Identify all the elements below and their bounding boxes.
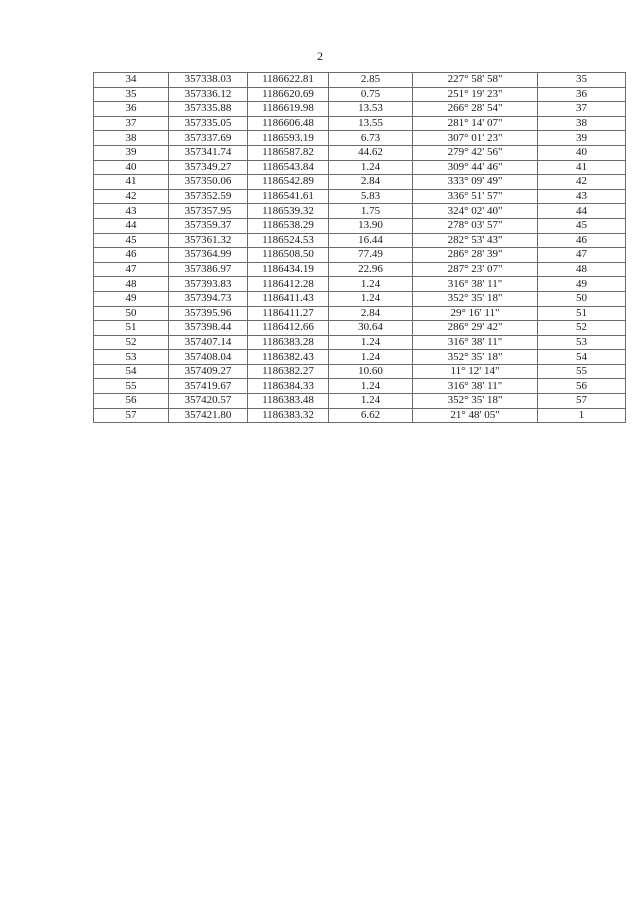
table-row xyxy=(94,145,626,160)
table-row xyxy=(94,379,626,394)
bearing-cell: 316° 38' 11" xyxy=(413,379,538,394)
x-coordinate-cell: 357349.27 xyxy=(169,160,248,175)
point-number-cell: 51 xyxy=(94,321,169,336)
point-number-cell: 47 xyxy=(94,262,169,277)
point-number-cell: 36 xyxy=(94,102,169,117)
bearing-cell: 324° 02' 40" xyxy=(413,204,538,219)
x-coordinate-cell: 357337.69 xyxy=(169,131,248,146)
x-coordinate-cell: 357350.06 xyxy=(169,175,248,190)
next-point-cell: 39 xyxy=(538,131,626,146)
table-row xyxy=(94,394,626,409)
next-point-cell: 41 xyxy=(538,160,626,175)
point-number-cell: 56 xyxy=(94,394,169,409)
y-coordinate-cell: 1186542.89 xyxy=(248,175,329,190)
next-point-cell: 43 xyxy=(538,189,626,204)
next-point-cell: 42 xyxy=(538,175,626,190)
y-coordinate-cell: 1186539.32 xyxy=(248,204,329,219)
next-point-cell: 45 xyxy=(538,218,626,233)
next-point-cell: 37 xyxy=(538,102,626,117)
table-row xyxy=(94,350,626,365)
distance-cell: 1.75 xyxy=(329,204,413,219)
x-coordinate-cell: 357352.59 xyxy=(169,189,248,204)
point-number-cell: 39 xyxy=(94,145,169,160)
table-row xyxy=(94,102,626,117)
point-number-cell: 48 xyxy=(94,277,169,292)
bearing-cell: 336° 51' 57" xyxy=(413,189,538,204)
bearing-cell: 333° 09' 49" xyxy=(413,175,538,190)
bearing-cell: 286° 29' 42" xyxy=(413,321,538,336)
point-number-cell: 55 xyxy=(94,379,169,394)
bearing-cell: 352° 35' 18" xyxy=(413,394,538,409)
point-number-cell: 41 xyxy=(94,175,169,190)
y-coordinate-cell: 1186384.33 xyxy=(248,379,329,394)
next-point-cell: 46 xyxy=(538,233,626,248)
next-point-cell: 49 xyxy=(538,277,626,292)
next-point-cell: 38 xyxy=(538,116,626,131)
x-coordinate-cell: 357359.37 xyxy=(169,218,248,233)
table-row xyxy=(94,408,626,423)
point-number-cell: 49 xyxy=(94,291,169,306)
bearing-cell: 227° 58' 58" xyxy=(413,73,538,88)
y-coordinate-cell: 1186508.50 xyxy=(248,248,329,263)
x-coordinate-cell: 357409.27 xyxy=(169,364,248,379)
coordinates-table-body xyxy=(94,73,626,423)
bearing-cell: 29° 16' 11" xyxy=(413,306,538,321)
y-coordinate-cell: 1186412.66 xyxy=(248,321,329,336)
next-point-cell: 50 xyxy=(538,291,626,306)
point-number-cell: 38 xyxy=(94,131,169,146)
bearing-cell: 286° 28' 39" xyxy=(413,248,538,263)
y-coordinate-cell: 1186524.53 xyxy=(248,233,329,248)
distance-cell: 30.64 xyxy=(329,321,413,336)
table-row xyxy=(94,175,626,190)
next-point-cell: 51 xyxy=(538,306,626,321)
y-coordinate-cell: 1186412.28 xyxy=(248,277,329,292)
distance-cell: 13.53 xyxy=(329,102,413,117)
point-number-cell: 57 xyxy=(94,408,169,423)
x-coordinate-cell: 357395.96 xyxy=(169,306,248,321)
page-number: 2 xyxy=(317,49,323,63)
x-coordinate-cell: 357419.67 xyxy=(169,379,248,394)
distance-cell: 5.83 xyxy=(329,189,413,204)
bearing-cell: 281° 14' 07" xyxy=(413,116,538,131)
y-coordinate-cell: 1186541.61 xyxy=(248,189,329,204)
x-coordinate-cell: 357408.04 xyxy=(169,350,248,365)
distance-cell: 2.85 xyxy=(329,73,413,88)
next-point-cell: 35 xyxy=(538,73,626,88)
distance-cell: 16.44 xyxy=(329,233,413,248)
bearing-cell: 251° 19' 23" xyxy=(413,87,538,102)
point-number-cell: 54 xyxy=(94,364,169,379)
y-coordinate-cell: 1186593.19 xyxy=(248,131,329,146)
next-point-cell: 1 xyxy=(538,408,626,423)
distance-cell: 10.60 xyxy=(329,364,413,379)
table-row xyxy=(94,160,626,175)
point-number-cell: 46 xyxy=(94,248,169,263)
point-number-cell: 44 xyxy=(94,218,169,233)
distance-cell: 2.84 xyxy=(329,306,413,321)
next-point-cell: 40 xyxy=(538,145,626,160)
x-coordinate-cell: 357364.99 xyxy=(169,248,248,263)
x-coordinate-cell: 357357.95 xyxy=(169,204,248,219)
point-number-cell: 42 xyxy=(94,189,169,204)
distance-cell: 0.75 xyxy=(329,87,413,102)
x-coordinate-cell: 357394.73 xyxy=(169,291,248,306)
distance-cell: 6.73 xyxy=(329,131,413,146)
point-number-cell: 50 xyxy=(94,306,169,321)
table-row xyxy=(94,248,626,263)
x-coordinate-cell: 357386.97 xyxy=(169,262,248,277)
distance-cell: 1.24 xyxy=(329,335,413,350)
y-coordinate-cell: 1186383.48 xyxy=(248,394,329,409)
x-coordinate-cell: 357361.32 xyxy=(169,233,248,248)
next-point-cell: 44 xyxy=(538,204,626,219)
x-coordinate-cell: 357338.03 xyxy=(169,73,248,88)
x-coordinate-cell: 357335.88 xyxy=(169,102,248,117)
distance-cell: 22.96 xyxy=(329,262,413,277)
next-point-cell: 53 xyxy=(538,335,626,350)
table-row xyxy=(94,262,626,277)
y-coordinate-cell: 1186622.81 xyxy=(248,73,329,88)
y-coordinate-cell: 1186620.69 xyxy=(248,87,329,102)
bearing-cell: 278° 03' 57" xyxy=(413,218,538,233)
y-coordinate-cell: 1186543.84 xyxy=(248,160,329,175)
bearing-cell: 282° 53' 43" xyxy=(413,233,538,248)
point-number-cell: 35 xyxy=(94,87,169,102)
distance-cell: 13.90 xyxy=(329,218,413,233)
distance-cell: 2.84 xyxy=(329,175,413,190)
y-coordinate-cell: 1186538.29 xyxy=(248,218,329,233)
table-row xyxy=(94,306,626,321)
next-point-cell: 56 xyxy=(538,379,626,394)
table-row xyxy=(94,321,626,336)
table-row xyxy=(94,189,626,204)
bearing-cell: 11° 12' 14" xyxy=(413,364,538,379)
y-coordinate-cell: 1186382.27 xyxy=(248,364,329,379)
next-point-cell: 47 xyxy=(538,248,626,263)
distance-cell: 6.62 xyxy=(329,408,413,423)
x-coordinate-cell: 357341.74 xyxy=(169,145,248,160)
point-number-cell: 53 xyxy=(94,350,169,365)
table-row xyxy=(94,204,626,219)
x-coordinate-cell: 357421.80 xyxy=(169,408,248,423)
point-number-cell: 40 xyxy=(94,160,169,175)
bearing-cell: 279° 42' 56" xyxy=(413,145,538,160)
coordinates-table xyxy=(93,72,626,423)
table-row xyxy=(94,218,626,233)
bearing-cell: 266° 28' 54" xyxy=(413,102,538,117)
next-point-cell: 55 xyxy=(538,364,626,379)
x-coordinate-cell: 357420.57 xyxy=(169,394,248,409)
bearing-cell: 316° 38' 11" xyxy=(413,277,538,292)
table-row xyxy=(94,233,626,248)
bearing-cell: 316° 38' 11" xyxy=(413,335,538,350)
distance-cell: 44.62 xyxy=(329,145,413,160)
table-row xyxy=(94,116,626,131)
y-coordinate-cell: 1186606.48 xyxy=(248,116,329,131)
y-coordinate-cell: 1186411.27 xyxy=(248,306,329,321)
x-coordinate-cell: 357407.14 xyxy=(169,335,248,350)
next-point-cell: 48 xyxy=(538,262,626,277)
distance-cell: 1.24 xyxy=(329,350,413,365)
point-number-cell: 37 xyxy=(94,116,169,131)
x-coordinate-cell: 357398.44 xyxy=(169,321,248,336)
distance-cell: 1.24 xyxy=(329,277,413,292)
distance-cell: 77.49 xyxy=(329,248,413,263)
distance-cell: 1.24 xyxy=(329,160,413,175)
y-coordinate-cell: 1186383.32 xyxy=(248,408,329,423)
x-coordinate-cell: 357335.05 xyxy=(169,116,248,131)
table-row xyxy=(94,277,626,292)
bearing-cell: 21° 48' 05" xyxy=(413,408,538,423)
bearing-cell: 352° 35' 18" xyxy=(413,291,538,306)
y-coordinate-cell: 1186382.43 xyxy=(248,350,329,365)
next-point-cell: 57 xyxy=(538,394,626,409)
distance-cell: 1.24 xyxy=(329,394,413,409)
x-coordinate-cell: 357393.83 xyxy=(169,277,248,292)
bearing-cell: 309° 44' 46" xyxy=(413,160,538,175)
point-number-cell: 45 xyxy=(94,233,169,248)
next-point-cell: 52 xyxy=(538,321,626,336)
y-coordinate-cell: 1186411.43 xyxy=(248,291,329,306)
table-row xyxy=(94,291,626,306)
distance-cell: 1.24 xyxy=(329,291,413,306)
bearing-cell: 352° 35' 18" xyxy=(413,350,538,365)
bearing-cell: 307° 01' 23" xyxy=(413,131,538,146)
y-coordinate-cell: 1186619.98 xyxy=(248,102,329,117)
table-row xyxy=(94,131,626,146)
next-point-cell: 36 xyxy=(538,87,626,102)
table-row xyxy=(94,73,626,88)
distance-cell: 13.55 xyxy=(329,116,413,131)
point-number-cell: 52 xyxy=(94,335,169,350)
y-coordinate-cell: 1186434.19 xyxy=(248,262,329,277)
table-row xyxy=(94,87,626,102)
next-point-cell: 54 xyxy=(538,350,626,365)
table-row xyxy=(94,335,626,350)
bearing-cell: 287° 23' 07" xyxy=(413,262,538,277)
x-coordinate-cell: 357336.12 xyxy=(169,87,248,102)
distance-cell: 1.24 xyxy=(329,379,413,394)
table-row xyxy=(94,364,626,379)
y-coordinate-cell: 1186587.82 xyxy=(248,145,329,160)
y-coordinate-cell: 1186383.28 xyxy=(248,335,329,350)
point-number-cell: 43 xyxy=(94,204,169,219)
point-number-cell: 34 xyxy=(94,73,169,88)
